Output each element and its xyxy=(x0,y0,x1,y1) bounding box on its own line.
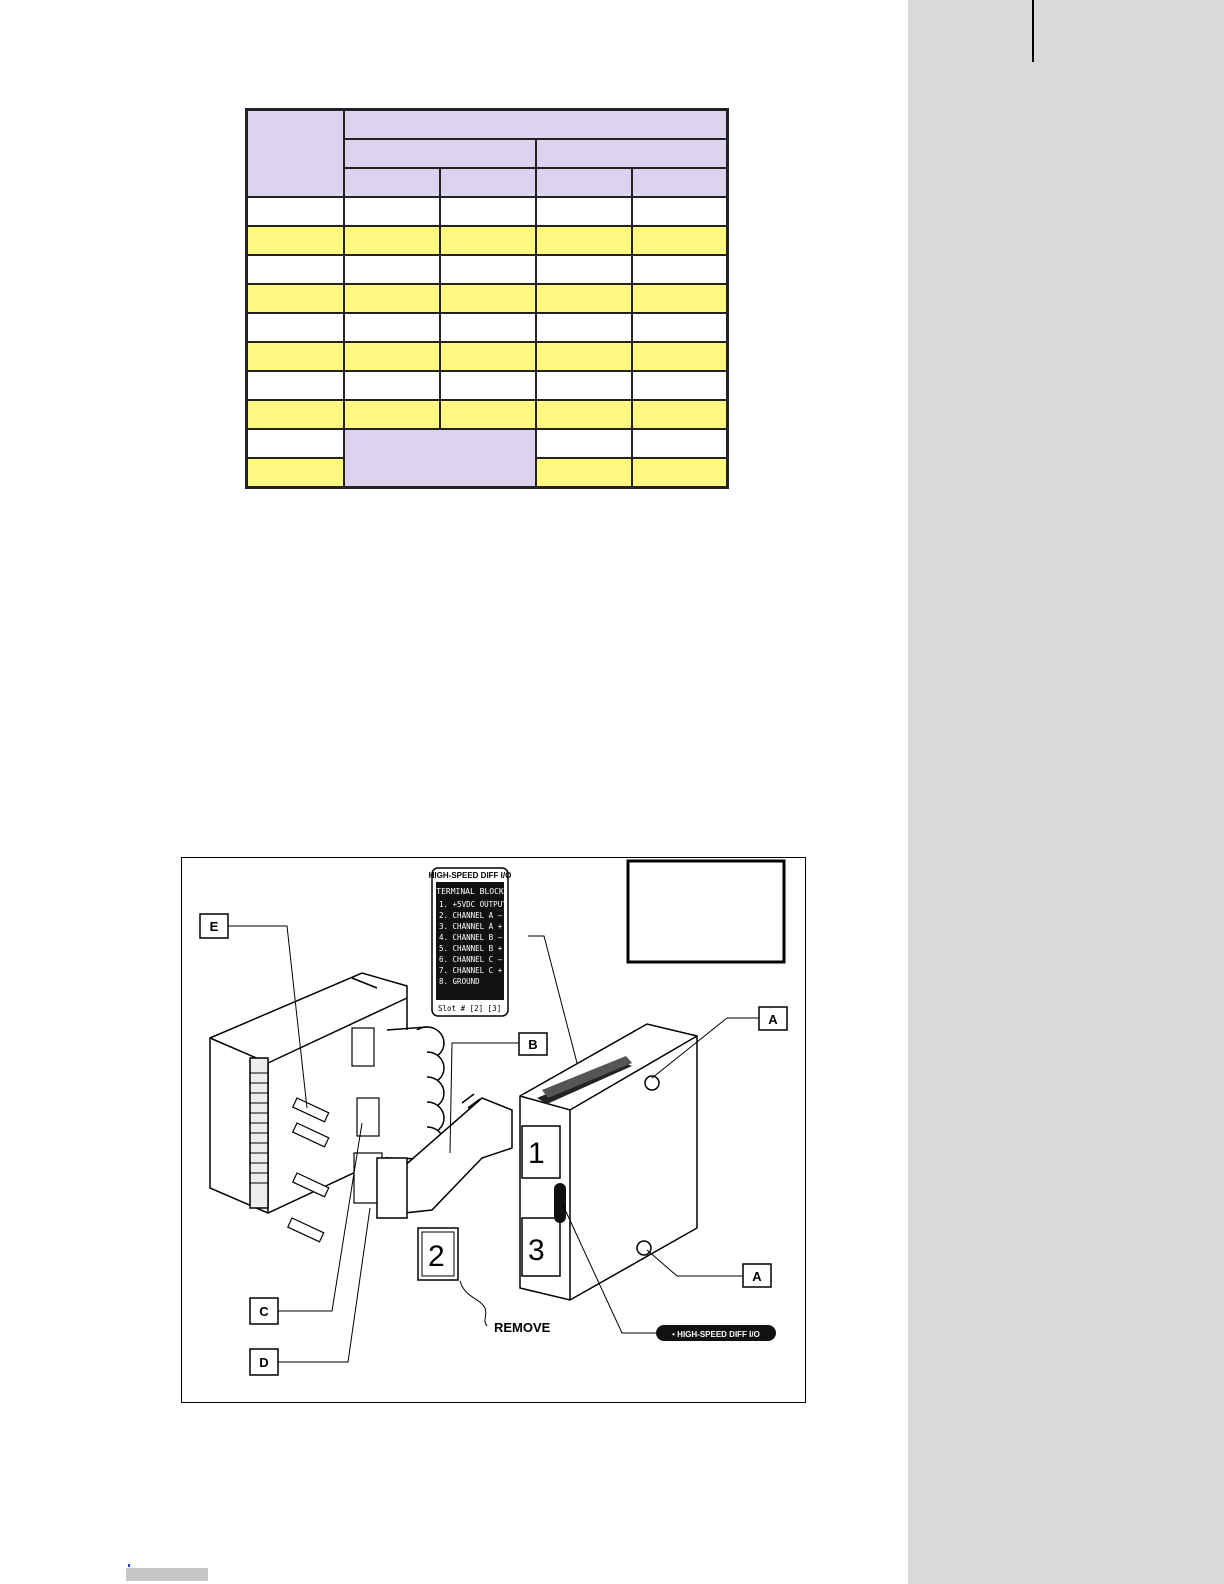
terminal-line: 8. GROUND xyxy=(439,977,480,986)
callout-d xyxy=(250,1349,278,1375)
terminal-line: 1. +5VDC OUTPUT xyxy=(439,900,507,909)
table-header-cell xyxy=(536,168,632,197)
module-badge xyxy=(656,1325,776,1341)
screw xyxy=(637,1241,651,1255)
terminal-label-title: HIGH-SPEED DIFF I/O xyxy=(428,871,512,880)
terminal-label-subtitle: TERMINAL BLOCK xyxy=(436,887,504,896)
note-box xyxy=(628,861,784,962)
table-row xyxy=(247,197,728,226)
callout-e xyxy=(200,914,228,938)
side-label-strip xyxy=(554,1183,566,1223)
table-header-cell xyxy=(344,168,440,197)
top-rule-line xyxy=(1032,0,1034,62)
terminal-line: 5. CHANNEL B + xyxy=(439,944,503,953)
footer-link-mark xyxy=(128,1564,130,1567)
terminal-line: 2. CHANNEL A — xyxy=(439,911,503,920)
terminal-line: 6. CHANNEL C — xyxy=(439,955,503,964)
slot-2-number: 2 xyxy=(428,1240,445,1273)
table-header-cell xyxy=(344,110,728,140)
slot-3-number: 3 xyxy=(528,1234,545,1267)
right-sidebar xyxy=(908,0,1224,1584)
table-row xyxy=(247,284,728,313)
table-row xyxy=(247,226,728,255)
svg-text:B: B xyxy=(528,1037,538,1052)
callout-b xyxy=(519,1033,547,1055)
svg-text:A: A xyxy=(752,1269,762,1284)
callout-a-top xyxy=(759,1007,787,1030)
terminal-line: 3. CHANNEL A + xyxy=(439,922,503,931)
svg-text:• HIGH-SPEED DIFF I/O: • HIGH-SPEED DIFF I/O xyxy=(672,1330,760,1339)
exploded-diagram xyxy=(182,858,805,1402)
table-header-cell xyxy=(344,139,536,168)
table-header-cell xyxy=(440,168,536,197)
screw xyxy=(645,1076,659,1090)
svg-text:A: A xyxy=(768,1012,778,1027)
table-row xyxy=(247,371,728,400)
svg-text:E: E xyxy=(209,919,219,934)
installation-figure xyxy=(181,857,806,1403)
terminal-line: 7. CHANNEL C + xyxy=(439,966,503,975)
table-row xyxy=(247,400,728,429)
table-header-cell xyxy=(536,139,728,168)
svg-text:D: D xyxy=(259,1355,269,1370)
terminal-line: 4. CHANNEL B — xyxy=(439,933,503,942)
slot-1-number: 1 xyxy=(528,1137,545,1170)
table-row xyxy=(247,313,728,342)
terminal-label-slot-line: Slot # [2] [3] xyxy=(438,1004,502,1013)
callout-c xyxy=(250,1298,278,1324)
spec-table xyxy=(245,108,729,489)
table-header-cell xyxy=(632,168,728,197)
callout-a-bottom xyxy=(743,1264,771,1287)
svg-text:C: C xyxy=(259,1304,269,1319)
table-row xyxy=(247,342,728,371)
footer-bar xyxy=(126,1568,208,1581)
table-row xyxy=(247,255,728,284)
remove-label: REMOVE xyxy=(494,1320,551,1335)
table-merged-cell xyxy=(344,429,536,488)
table-row xyxy=(247,429,728,458)
table-header-cell xyxy=(247,110,344,198)
